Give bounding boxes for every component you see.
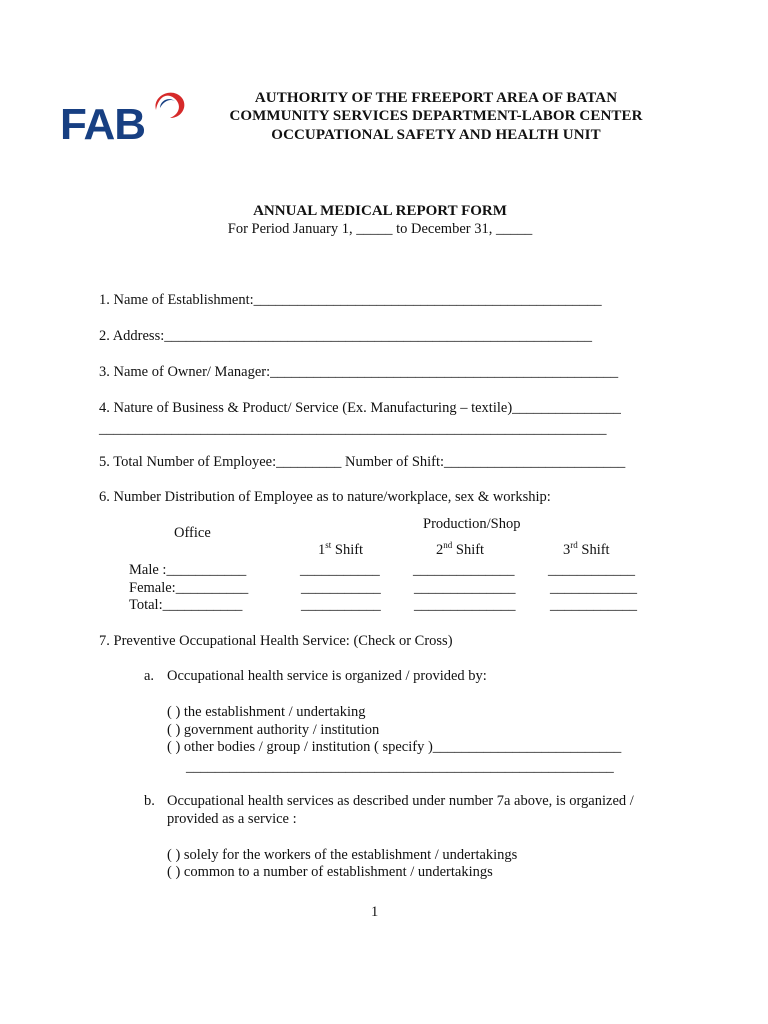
female-shift-2-field[interactable]: ______________	[414, 580, 516, 596]
header-line-1: AUTHORITY OF THE FREEPORT AREA OF BATAN	[254, 90, 618, 106]
logo-text: FAB	[60, 100, 145, 149]
field-owner-manager[interactable]: 3. Name of Owner/ Manager:________________________________________________	[99, 364, 619, 380]
option-common-to-establishments[interactable]: ( ) common to a number of establishment / undertakings	[167, 864, 493, 880]
total-shift-2-field[interactable]: ______________	[414, 597, 516, 613]
item-a-marker: a.	[144, 668, 155, 684]
item-b-text-line-2: provided as a service :	[167, 811, 297, 827]
option-other-bodies[interactable]: ( ) other bodies / group / institution ( specify )__________________________	[167, 739, 622, 755]
field-nature-of-business[interactable]: 4. Nature of Business & Product/ Service (Ex. Manufacturing – textile)_______________	[99, 400, 621, 416]
female-shift-1-field[interactable]: ___________	[301, 580, 381, 596]
header-line-2: COMMUNITY SERVICES DEPARTMENT-LABOR CENTER	[229, 108, 643, 124]
shift-2-header: 2nd Shift	[436, 540, 485, 558]
header-line-3: OCCUPATIONAL SAFETY AND HEALTH UNIT	[271, 127, 601, 143]
male-shift-3-field[interactable]: ____________	[548, 562, 635, 578]
female-shift-3-field[interactable]: ____________	[550, 580, 637, 596]
field-address[interactable]: 2. Address:___________________________________________________________	[99, 328, 592, 344]
field-establishment-name[interactable]: 1. Name of Establishment:________________________________________________	[99, 292, 602, 308]
male-shift-1-field[interactable]: ___________	[300, 562, 380, 578]
item-b-text-line-1: Occupational health services as described under number 7a above, is organized /	[167, 793, 634, 809]
option-other-bodies-continued[interactable]: ___________________________________________________________	[186, 759, 614, 775]
production-shop-label: Production/Shop	[423, 516, 521, 532]
form-title: ANNUAL MEDICAL REPORT FORM	[253, 203, 507, 219]
total-shift-1-field[interactable]: ___________	[301, 597, 381, 613]
page-number: 1	[371, 904, 379, 920]
fab-logo	[60, 86, 190, 152]
section-7-heading: 7. Preventive Occupational Health Service: (Check or Cross)	[99, 633, 453, 649]
option-establishment[interactable]: ( ) the establishment / undertaking	[167, 704, 366, 720]
field-nature-of-business-continued[interactable]: ______________________________________________________________________	[99, 421, 607, 437]
option-solely-for-workers[interactable]: ( ) solely for the workers of the establishment / undertakings	[167, 847, 518, 863]
office-column-label: Office	[174, 525, 211, 541]
item-a-text: Occupational health service is organized / provided by:	[167, 668, 487, 684]
logo-swoosh-icon	[148, 88, 190, 128]
total-shift-3-field[interactable]: ____________	[550, 597, 637, 613]
shift-3-header: 3rd Shift	[563, 540, 610, 558]
total-office-field[interactable]: Total:___________	[129, 597, 243, 613]
male-office-field[interactable]: Male :___________	[129, 562, 247, 578]
male-shift-2-field[interactable]: ______________	[413, 562, 515, 578]
item-b-marker: b.	[144, 793, 155, 809]
shift-1-header: 1st Shift	[318, 540, 364, 558]
form-period: For Period January 1, _____ to December 31, _____	[227, 221, 533, 237]
question-6-label: 6. Number Distribution of Employee as to nature/workplace, sex & workship:	[99, 489, 551, 505]
field-total-employees-shifts[interactable]: 5. Total Number of Employee:_________ Number of Shift:_________________________	[99, 454, 626, 470]
female-office-field[interactable]: Female:__________	[129, 580, 249, 596]
option-government-authority[interactable]: ( ) government authority / institution	[167, 722, 380, 738]
